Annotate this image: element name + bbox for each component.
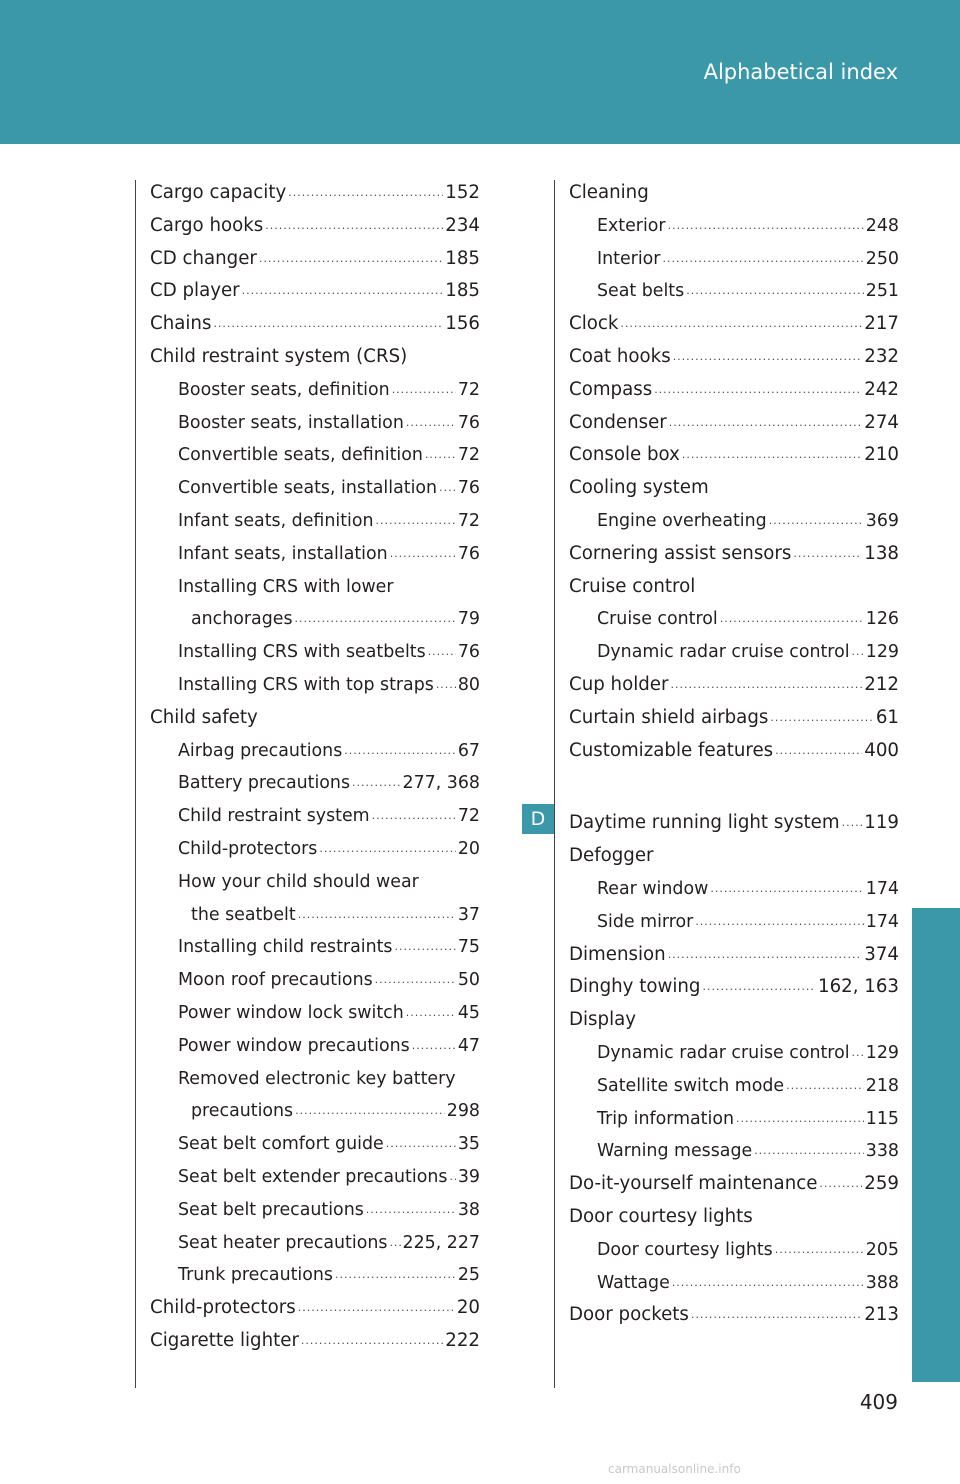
index-term: Battery precautions — [178, 773, 351, 794]
dot-leader — [344, 735, 456, 768]
index-entry — [569, 243, 899, 276]
index-term: Compass — [569, 378, 653, 400]
dot-leader — [654, 374, 862, 407]
dot-leader — [425, 439, 456, 472]
dot-leader — [669, 407, 863, 440]
index-entry — [150, 636, 480, 669]
index-entry — [150, 407, 480, 440]
index-page-number: 129 — [865, 1042, 899, 1063]
dot-leader — [298, 1292, 455, 1325]
index-term: Installing CRS with top straps — [178, 674, 434, 695]
page-title: Alphabetical index — [703, 60, 898, 84]
index-entry — [150, 1161, 480, 1194]
dot-leader — [786, 1070, 864, 1103]
index-section-c-continued — [569, 177, 899, 767]
index-term: anchorages — [191, 609, 293, 630]
index-term: Cruise control — [569, 575, 696, 597]
index-term: Convertible seats, definition — [178, 445, 423, 466]
index-term: Condenser — [569, 411, 667, 433]
index-entry — [150, 177, 480, 210]
index-entry — [569, 407, 899, 440]
index-term: the seatbelt — [191, 904, 296, 925]
index-entry — [569, 505, 899, 538]
index-term: Dynamic radar cruise control — [597, 1042, 850, 1063]
index-entry — [150, 800, 480, 833]
dot-leader — [319, 833, 456, 866]
index-page-number: 20 — [456, 1297, 480, 1319]
index-term: Dimension — [569, 943, 666, 965]
index-term: Booster seats, installation — [178, 412, 404, 433]
index-page-number: 212 — [864, 673, 899, 695]
index-entry — [569, 1201, 899, 1234]
index-term: Door courtesy lights — [597, 1239, 773, 1260]
dot-leader — [695, 906, 863, 939]
dot-leader — [691, 1299, 862, 1332]
index-entry — [150, 538, 480, 571]
index-term: Seat belt comfort guide — [178, 1134, 384, 1155]
index-term: Coat hooks — [569, 345, 671, 367]
index-term: How your child should wear — [178, 871, 419, 892]
index-section-d — [569, 807, 899, 1332]
index-entry — [150, 669, 480, 702]
index-entry — [569, 177, 899, 210]
index-term: CD player — [150, 280, 240, 302]
index-entry — [150, 833, 480, 866]
index-term: Installing CRS with seatbelts — [178, 642, 426, 663]
index-entry — [150, 1325, 480, 1358]
dot-leader — [754, 1135, 864, 1168]
index-term: Wattage — [597, 1272, 670, 1293]
index-page-number: 72 — [457, 510, 480, 531]
index-page-number: 274 — [864, 411, 899, 433]
index-page-number: 156 — [445, 313, 480, 335]
index-page-number: 369 — [865, 510, 899, 531]
index-entry — [150, 341, 480, 374]
dot-leader — [352, 767, 401, 800]
index-entry — [150, 1095, 480, 1128]
index-page-number: 126 — [865, 609, 899, 630]
dot-leader — [668, 210, 864, 243]
dot-leader — [819, 1168, 862, 1201]
index-term: Cornering assist sensors — [569, 542, 792, 564]
index-page-number: 72 — [457, 379, 480, 400]
index-term: Clock — [569, 313, 619, 335]
index-page-number: 129 — [865, 642, 899, 663]
index-page-number: 232 — [864, 345, 899, 367]
dot-leader — [436, 669, 456, 702]
dot-leader — [668, 939, 863, 972]
dot-leader — [736, 1103, 864, 1136]
index-term: Exterior — [597, 215, 666, 236]
dot-leader — [620, 308, 862, 341]
index-page-number: 20 — [457, 838, 480, 859]
index-page-number: 210 — [864, 444, 899, 466]
index-entry — [569, 210, 899, 243]
index-term: Seat belt precautions — [178, 1199, 364, 1220]
index-term: Trunk precautions — [178, 1265, 333, 1286]
dot-leader — [389, 1227, 400, 1260]
index-entry — [569, 1234, 899, 1267]
index-page-number: 50 — [457, 970, 480, 991]
index-term: Defogger — [569, 845, 654, 867]
index-term: Dinghy towing — [569, 976, 701, 998]
index-term: Moon roof precautions — [178, 970, 373, 991]
dot-leader — [372, 800, 456, 833]
index-entry — [150, 1030, 480, 1063]
index-page-number: 76 — [457, 478, 480, 499]
index-term: Airbag precautions — [178, 740, 343, 761]
index-entry — [569, 341, 899, 374]
index-page-number: 67 — [457, 740, 480, 761]
index-column-left — [150, 177, 480, 1358]
dot-leader — [301, 1325, 443, 1358]
index-page-number: 76 — [457, 412, 480, 433]
index-page-number: 248 — [865, 215, 899, 236]
index-term: Child restraint system — [178, 806, 370, 827]
index-page-number: 234 — [445, 214, 480, 236]
index-page-number: 38 — [457, 1199, 480, 1220]
index-term: Removed electronic key battery — [178, 1068, 456, 1089]
index-entry — [569, 1267, 899, 1300]
index-entry — [569, 538, 899, 571]
index-entry — [150, 472, 480, 505]
index-entry — [569, 873, 899, 906]
index-term: CD changer — [150, 247, 257, 269]
section-letter-badge: D — [522, 804, 554, 834]
index-page-number: 72 — [457, 806, 480, 827]
index-entry — [150, 767, 480, 800]
index-entry — [150, 571, 480, 604]
dot-leader — [672, 1267, 864, 1300]
index-term: Cooling system — [569, 477, 709, 499]
index-page-number: 338 — [865, 1141, 899, 1162]
index-term: Booster seats, definition — [178, 379, 390, 400]
index-entry — [569, 669, 899, 702]
index-entry — [150, 1063, 480, 1096]
index-entry — [150, 374, 480, 407]
index-entry — [150, 1194, 480, 1227]
index-page-number: 185 — [445, 247, 480, 269]
dot-leader — [449, 1161, 455, 1194]
index-entry — [150, 1259, 480, 1292]
index-term: Customizable features — [569, 739, 774, 761]
dot-leader — [213, 308, 443, 341]
index-page-number: 400 — [864, 739, 899, 761]
header-bar — [0, 0, 960, 144]
index-entry — [569, 472, 899, 505]
index-entry — [150, 1292, 480, 1325]
dot-leader — [673, 341, 863, 374]
index-term: precautions — [191, 1101, 294, 1122]
index-entry — [150, 964, 480, 997]
index-entry — [569, 906, 899, 939]
index-page-number: 388 — [865, 1272, 899, 1293]
index-entry — [569, 840, 899, 873]
index-entry — [150, 439, 480, 472]
index-entry — [150, 505, 480, 538]
index-entry — [569, 636, 899, 669]
index-entry — [150, 702, 480, 735]
index-page-number: 115 — [865, 1108, 899, 1129]
index-entry — [150, 997, 480, 1030]
index-term: Installing child restraints — [178, 937, 393, 958]
section-gap — [569, 767, 899, 807]
dot-leader — [775, 735, 862, 768]
index-page-number: 217 — [864, 313, 899, 335]
index-entry — [569, 971, 899, 1004]
index-entry — [150, 308, 480, 341]
dot-leader — [670, 669, 862, 702]
index-column-right — [569, 177, 899, 1332]
dot-leader — [295, 1095, 445, 1128]
dot-leader — [770, 702, 873, 735]
dot-leader — [662, 243, 863, 276]
index-entry — [150, 603, 480, 636]
index-page-number: 76 — [457, 642, 480, 663]
dot-leader — [376, 505, 456, 538]
index-entry — [150, 931, 480, 964]
dot-leader — [793, 538, 862, 571]
index-entry — [569, 735, 899, 768]
dot-leader — [720, 603, 864, 636]
index-term: Trip information — [597, 1108, 734, 1129]
dot-leader — [852, 1037, 864, 1070]
footer-watermark: carmanualsonline.info — [608, 1462, 741, 1476]
thumb-index-tab — [912, 908, 960, 1382]
index-page-number: 138 — [864, 542, 899, 564]
dot-leader — [259, 243, 443, 276]
index-term: Child-protectors — [178, 838, 318, 859]
column-divider-middle — [554, 180, 555, 1388]
index-entry — [569, 308, 899, 341]
index-page-number: 242 — [864, 378, 899, 400]
index-term: Power window precautions — [178, 1035, 410, 1056]
index-term: Cigarette lighter — [150, 1329, 299, 1351]
dot-leader — [710, 873, 863, 906]
index-term: Display — [569, 1009, 637, 1031]
index-term: Rear window — [597, 878, 709, 899]
index-page-number: 119 — [864, 812, 899, 834]
index-entry — [569, 702, 899, 735]
dot-leader — [406, 407, 456, 440]
index-page-number: 47 — [457, 1035, 480, 1056]
index-page-number: 277, 368 — [402, 773, 480, 794]
index-term: Cup holder — [569, 673, 669, 695]
dot-leader — [852, 636, 864, 669]
index-page-number: 218 — [865, 1075, 899, 1096]
index-entry — [150, 866, 480, 899]
index-term: Door pockets — [569, 1304, 689, 1326]
index-entry — [150, 243, 480, 276]
index-term: Seat belts — [597, 281, 685, 302]
index-page-number: 45 — [457, 1002, 480, 1023]
index-page-number: 37 — [457, 904, 480, 925]
index-entry — [569, 571, 899, 604]
index-entry — [569, 1004, 899, 1037]
index-page-number: 35 — [457, 1134, 480, 1155]
index-entry — [569, 939, 899, 972]
index-entry — [150, 210, 480, 243]
index-term: Infant seats, installation — [178, 543, 388, 564]
index-page-number: 162, 163 — [818, 976, 899, 998]
index-page-number: 251 — [865, 281, 899, 302]
dot-leader — [366, 1194, 456, 1227]
index-page-number: 250 — [865, 248, 899, 269]
index-page-number: 25 — [457, 1265, 480, 1286]
index-entry — [569, 275, 899, 308]
dot-leader — [769, 505, 864, 538]
index-page-number: 298 — [446, 1101, 480, 1122]
index-entry — [150, 275, 480, 308]
index-entry — [569, 1299, 899, 1332]
dot-leader — [842, 807, 863, 840]
index-term: Warning message — [597, 1141, 753, 1162]
index-term: Child-protectors — [150, 1297, 296, 1319]
index-entry — [150, 735, 480, 768]
dot-leader — [242, 275, 444, 308]
index-page-number: 374 — [864, 943, 899, 965]
dot-leader — [412, 1030, 456, 1063]
dot-leader — [288, 177, 443, 210]
index-term: Door courtesy lights — [569, 1205, 753, 1227]
dot-leader — [335, 1259, 456, 1292]
index-page-number: 72 — [457, 445, 480, 466]
index-term: Do-it-yourself maintenance — [569, 1173, 818, 1195]
index-term: Child restraint system (CRS) — [150, 345, 408, 367]
index-term: Satellite switch mode — [597, 1075, 785, 1096]
index-page-number: 222 — [445, 1329, 480, 1351]
index-term: Seat heater precautions — [178, 1232, 388, 1253]
dot-leader — [428, 636, 456, 669]
index-entry — [569, 1070, 899, 1103]
index-term: Cruise control — [597, 609, 718, 630]
index-term: Curtain shield airbags — [569, 706, 769, 728]
index-term: Installing CRS with lower — [178, 576, 394, 597]
index-entry — [150, 1227, 480, 1260]
index-page-number: 39 — [457, 1166, 480, 1187]
index-term: Cleaning — [569, 182, 649, 203]
index-page-number: 80 — [457, 674, 480, 695]
index-term: Interior — [597, 248, 661, 269]
dot-leader — [702, 971, 816, 1004]
index-page-number: 174 — [865, 878, 899, 899]
dot-leader — [298, 899, 456, 932]
index-term: Engine overheating — [597, 510, 767, 531]
index-term: Console box — [569, 444, 680, 466]
dot-leader — [775, 1234, 864, 1267]
index-term: Cargo hooks — [150, 214, 264, 236]
index-page-number: 75 — [457, 937, 480, 958]
index-term: Side mirror — [597, 911, 694, 932]
index-page-number: 225, 227 — [402, 1232, 480, 1253]
index-term: Seat belt extender precautions — [178, 1166, 448, 1187]
page-number: 409 — [859, 1390, 898, 1414]
index-entry — [569, 1135, 899, 1168]
index-entry — [569, 1037, 899, 1070]
index-entry — [569, 603, 899, 636]
index-entry — [569, 374, 899, 407]
dot-leader — [390, 538, 456, 571]
dot-leader — [375, 964, 456, 997]
index-page-number: 61 — [875, 706, 899, 728]
index-page-number: 152 — [445, 182, 480, 203]
index-page-number: 174 — [865, 911, 899, 932]
dot-leader — [406, 997, 456, 1030]
index-term: Chains — [150, 313, 212, 335]
index-entry — [150, 899, 480, 932]
index-entry — [569, 1168, 899, 1201]
dot-leader — [265, 210, 443, 243]
dot-leader — [295, 603, 456, 636]
index-page-number: 213 — [864, 1304, 899, 1326]
index-page-number: 259 — [864, 1173, 899, 1195]
index-entry — [569, 1103, 899, 1136]
dot-leader — [439, 472, 456, 505]
index-page-number: 185 — [445, 280, 480, 302]
index-term: Child safety — [150, 706, 258, 728]
dot-leader — [386, 1128, 456, 1161]
index-term: Power window lock switch — [178, 1002, 404, 1023]
index-term: Infant seats, definition — [178, 510, 374, 531]
dot-leader — [686, 275, 864, 308]
index-page-number: 76 — [457, 543, 480, 564]
column-divider-left — [135, 180, 136, 1388]
index-term: Convertible seats, installation — [178, 478, 438, 499]
index-entry — [569, 439, 899, 472]
index-term: Cargo capacity — [150, 182, 287, 203]
index-term: Daytime running light system — [569, 812, 840, 834]
dot-leader — [682, 439, 862, 472]
index-page-number: 79 — [457, 609, 480, 630]
index-entry — [569, 807, 899, 840]
index-entry — [150, 1128, 480, 1161]
index-term: Dynamic radar cruise control — [597, 642, 850, 663]
dot-leader — [394, 931, 455, 964]
dot-leader — [392, 374, 456, 407]
index-page-number: 205 — [865, 1239, 899, 1260]
